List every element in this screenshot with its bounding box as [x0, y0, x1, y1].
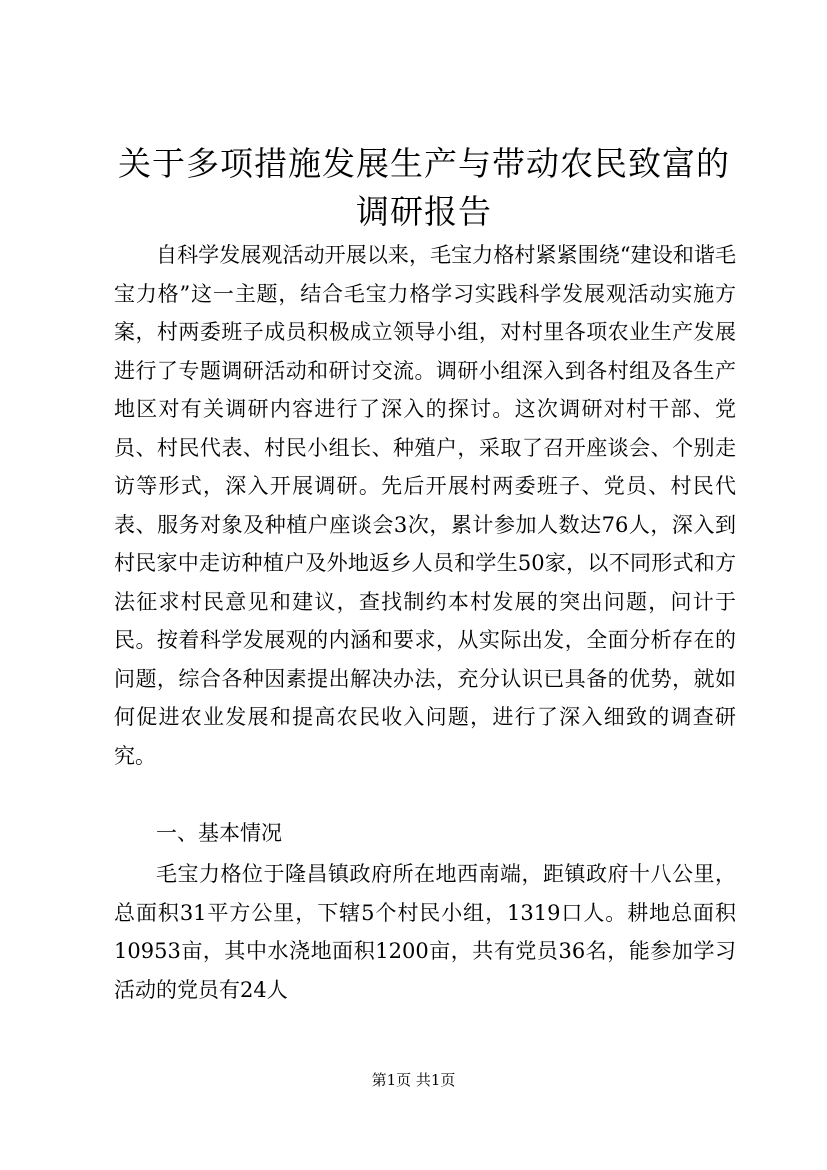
page-footer: 第1页 共1页: [371, 1071, 456, 1089]
section-heading: 一、基本情况: [156, 821, 282, 845]
intro-paragraph: 自科学发展观活动开展以来，毛宝力格村紧紧围绕“建设和谐毛宝力格”这一主题，结合毛宝力格学习实践科学发展观活动实施方案，村两委班子成员积极成立领导小组，对村里各项农业生产发展进行了专题调研活动和研讨交流。调研小组深入到各村组及各生产地区对有关调研内容进行了深入的探讨。这次调研对村干部、党员、村民代表、村民小组长、种殖户，采取了召开座谈会、个别走访等形式，深入开展调研。先后开展村两委班子、党员、村民代表、服务对象及种植户座谈会3次，累计参加人数达76人，深入到村民家中走访种植户及外地返乡人员和学生50家，以不同形式和方法征求村民意见和建议，查找制约本村发展的突出问题，问计于民。按着科学发展观的内涵和要求，从实际出发，全面分析存在的问题，综合各种因素提出解决办法，充分认识已具备的优势，就如何促进农业发展和提高农民收入问题，进行了深入细致的调查研究。: [114, 243, 736, 768]
section-paragraph: 毛宝力格位于隆昌镇政府所在地西南端，距镇政府十八公里，总面积31平方公里，下辖5个村民小组，1319口人。耕地总面积10953亩，其中水浇地面积1200亩，共有党员36名，能参加学习活动的党员有24人: [114, 862, 736, 1002]
document-title: 关于多项措施发展生产与带动农民致富的调研报告: [118, 144, 730, 231]
